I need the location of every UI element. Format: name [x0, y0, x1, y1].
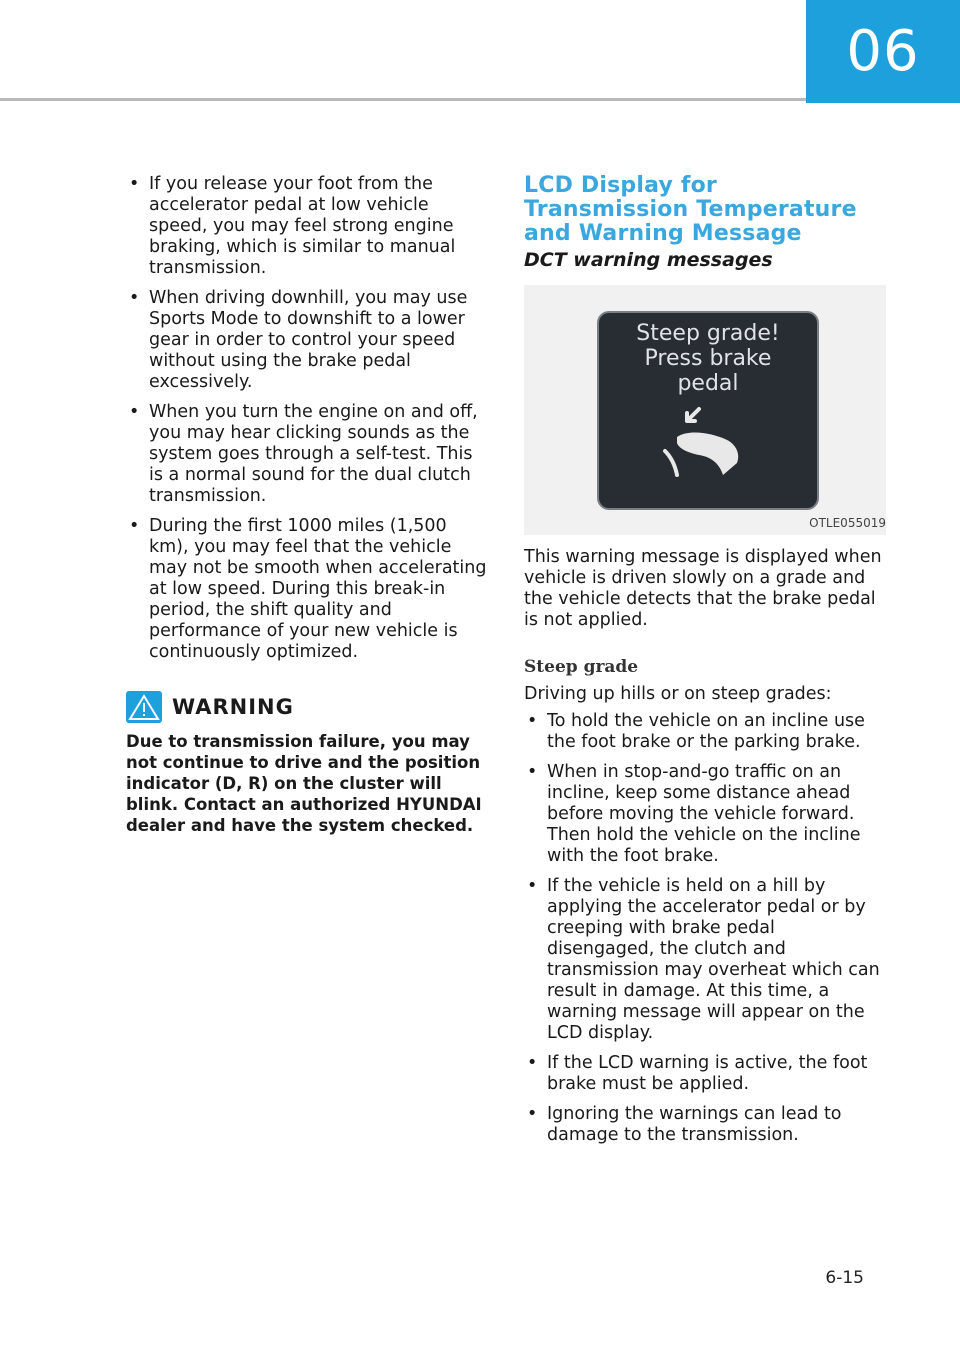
warning-header	[126, 691, 491, 723]
list-item: • If you release your foot from the accelerator pedal at low vehicle speed, you may feel strong engine braking, which is similar to manual transmission.	[126, 174, 491, 279]
left-bullet-list	[126, 174, 491, 663]
list-item: • Ignoring the warnings can lead to damage to the transmission.	[524, 1104, 886, 1146]
section-subtitle: DCT warning messages	[524, 249, 773, 271]
left-column	[126, 174, 491, 836]
warning-triangle-icon	[126, 691, 162, 723]
page-number: 6-15	[825, 1268, 864, 1288]
right-column	[524, 174, 886, 1155]
warning-title: WARNING	[172, 694, 294, 719]
lcd-message: Steep grade! Press brake pedal	[636, 321, 780, 396]
figure-code: OTLE055019	[809, 516, 886, 530]
lcd-screen	[597, 311, 819, 510]
steep-grade-heading: Steep grade	[524, 657, 639, 677]
description-paragraph: This warning message is displayed when vehicle is driven slowly on a grade and the vehicle detects that the brake pedal is not applied.	[524, 547, 882, 630]
header-rule	[0, 98, 806, 101]
list-item: • If the LCD warning is active, the foot brake must be applied.	[524, 1053, 886, 1095]
list-item: • To hold the vehicle on an incline use the foot brake or the parking brake.	[524, 711, 886, 753]
steep-grade-intro: Driving up hills or on steep grades:	[524, 684, 832, 704]
section-title: LCD Display for Transmission Temperature and Warning Message	[524, 173, 857, 246]
lcd-figure	[524, 285, 886, 535]
list-item: • If the vehicle is held on a hill by applying the accelerator pedal or by creeping with brake pedal disengaged, the clutch and transmission may overheat which can result in damage. At this time, a warning message will appear on the LCD display.	[524, 876, 886, 1044]
list-item: • When driving downhill, you may use Sports Mode to downshift to a lower gear in order to control your speed without using the brake pedal excessively.	[126, 288, 491, 393]
chapter-tab: 06	[806, 0, 960, 103]
warning-body: Due to transmission failure, you may not continue to drive and the position indicator (D, R) on the cluster will blink. Contact an authorized HYUNDAI dealer and have the system checked.	[126, 732, 482, 835]
list-item: • When in stop-and-go traffic on an incline, keep some distance ahead before moving the vehicle forward. Then hold the vehicle on the incline with the foot brake.	[524, 762, 886, 867]
list-item: • During the first 1000 miles (1,500 km), you may feel that the vehicle may not be smooth when accelerating at low speed. During this break-in period, the shift quality and performance of your new vehicle is continuously optimized.	[126, 516, 491, 663]
brake-pedal-icon	[659, 403, 759, 483]
list-item: • When you turn the engine on and off, you may hear clicking sounds as the system goes through a self-test. This is a normal sound for the dual clutch transmission.	[126, 402, 491, 507]
steep-grade-list	[524, 711, 886, 1146]
